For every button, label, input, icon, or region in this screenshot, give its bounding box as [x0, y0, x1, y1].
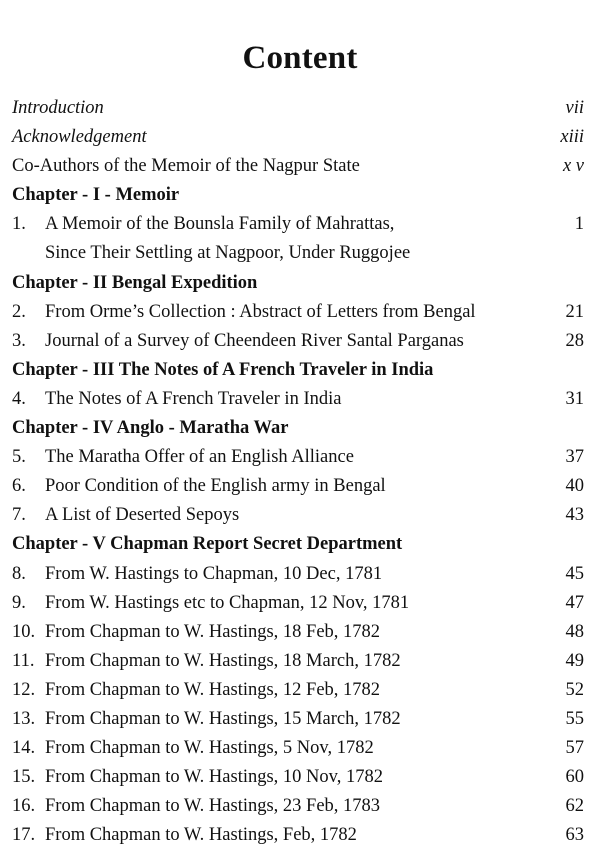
chapter-heading: Chapter - III The Notes of A French Traveler in India: [12, 359, 434, 380]
toc-entry: [12, 501, 584, 530]
entry-page: 1: [574, 214, 584, 235]
table-of-contents: [12, 94, 584, 850]
chapter-heading: Chapter - I - Memoir: [12, 185, 180, 206]
entry-title: Introduction: [12, 98, 104, 118]
entry-title: Acknowledgement: [12, 127, 147, 148]
toc-entry: [12, 618, 584, 647]
entry-number: 7.: [12, 505, 26, 526]
entry-page: 60: [565, 767, 584, 788]
entry-page: 63: [565, 825, 584, 846]
entry-number: 6.: [12, 476, 26, 497]
entry-number: 15.: [12, 767, 36, 788]
toc-entry: [12, 472, 584, 501]
entry-title: From W. Hastings to Chapman, 10 Dec, 1781: [45, 563, 383, 584]
entry-number: 10.: [12, 621, 36, 642]
entry-page: xiii: [560, 127, 584, 148]
entry-page: 57: [565, 738, 584, 759]
toc-entry: [12, 560, 584, 589]
entry-number: 2.: [12, 301, 26, 322]
entry-number: 1.: [12, 214, 26, 235]
entry-page: 40: [565, 476, 584, 497]
entry-title: A List of Deserted Sepoys: [45, 505, 240, 526]
toc-entry: [12, 210, 584, 239]
entry-title-continuation: Since Their Settling at Nagpoor, Under Ruggojee: [45, 243, 411, 264]
entry-title: The Notes of A French Traveler in India: [45, 388, 342, 409]
toc-entry: [12, 647, 584, 676]
entry-title: From W. Hastings etc to Chapman, 12 Nov, 1781: [45, 592, 410, 613]
toc-entry: [12, 327, 584, 356]
toc-entry: [12, 705, 584, 734]
entry-page: 52: [565, 679, 584, 700]
entry-page: 45: [565, 563, 584, 584]
entry-title: Co-Authors of the Memoir of the Nagpur State: [12, 156, 360, 177]
entry-number: 4.: [12, 388, 26, 409]
entry-page: 48: [565, 621, 584, 642]
chapter-heading: Chapter - IV Anglo - Maratha War: [12, 418, 289, 439]
entry-page: 49: [565, 650, 584, 671]
entry-title: From Chapman to W. Hastings, 15 March, 1782: [45, 708, 401, 729]
entry-number: 17.: [12, 825, 36, 846]
entry-page: 37: [565, 447, 584, 468]
entry-number: 11.: [12, 650, 35, 671]
toc-entry-co-authors: [12, 152, 584, 181]
toc-entry: [12, 589, 584, 618]
entry-number: 8.: [12, 563, 26, 584]
toc-entry-acknowledgement: [12, 123, 584, 152]
entry-title: From Chapman to W. Hastings, 10 Nov, 1782: [45, 767, 383, 788]
entry-number: 16.: [12, 796, 36, 817]
entry-title: From Chapman to W. Hastings, 5 Nov, 1782: [45, 738, 374, 759]
entry-title: From Chapman to W. Hastings, 18 March, 1782: [45, 650, 401, 671]
toc-entry: [12, 298, 584, 327]
entry-title: From Orme’s Collection : Abstract of Letters from Bengal: [45, 301, 476, 322]
entry-title: The Maratha Offer of an English Alliance: [45, 447, 354, 468]
entry-title: From Chapman to W. Hastings, Feb, 1782: [45, 825, 357, 846]
toc-entry: [12, 792, 584, 821]
entry-page: 31: [565, 388, 584, 409]
entry-number: 12.: [12, 679, 36, 700]
entry-number: 9.: [12, 592, 26, 613]
toc-entry: [12, 385, 584, 414]
entry-number: 13.: [12, 708, 36, 729]
entry-page: 43: [565, 505, 584, 526]
entry-page: 47: [565, 592, 584, 613]
chapter-heading: Chapter - II Bengal Expedition: [12, 272, 258, 293]
entry-title: From Chapman to W. Hastings, 23 Feb, 1783: [45, 796, 381, 817]
entry-number: 14.: [12, 738, 36, 759]
entry-page: vii: [565, 98, 584, 118]
toc-entry-continuation: [12, 239, 584, 268]
entry-title: Poor Condition of the English army in Bengal: [45, 476, 386, 497]
entry-title: Journal of a Survey of Cheendeen River Santal Parganas: [45, 330, 464, 351]
toc-entry: [12, 676, 584, 705]
toc-entry: [12, 821, 584, 850]
toc-entry: [12, 763, 584, 792]
entry-title: A Memoir of the Bounsla Family of Mahrattas,: [45, 214, 395, 235]
entry-page: 62: [565, 796, 584, 817]
toc-entry-introduction: [12, 94, 584, 123]
entry-page: x v: [562, 156, 584, 177]
page-title: Content: [242, 40, 358, 77]
entry-title: From Chapman to W. Hastings, 12 Feb, 1782: [45, 679, 381, 700]
chapter-heading: Chapter - V Chapman Report Secret Department: [12, 534, 403, 555]
toc-entry: [12, 734, 584, 763]
entry-title: From Chapman to W. Hastings, 18 Feb, 1782: [45, 621, 381, 642]
entry-page: 28: [565, 330, 584, 351]
entry-number: 3.: [12, 330, 26, 351]
entry-page: 21: [565, 301, 584, 322]
toc-entry: [12, 443, 584, 472]
entry-number: 5.: [12, 447, 26, 468]
entry-page: 55: [565, 708, 584, 729]
